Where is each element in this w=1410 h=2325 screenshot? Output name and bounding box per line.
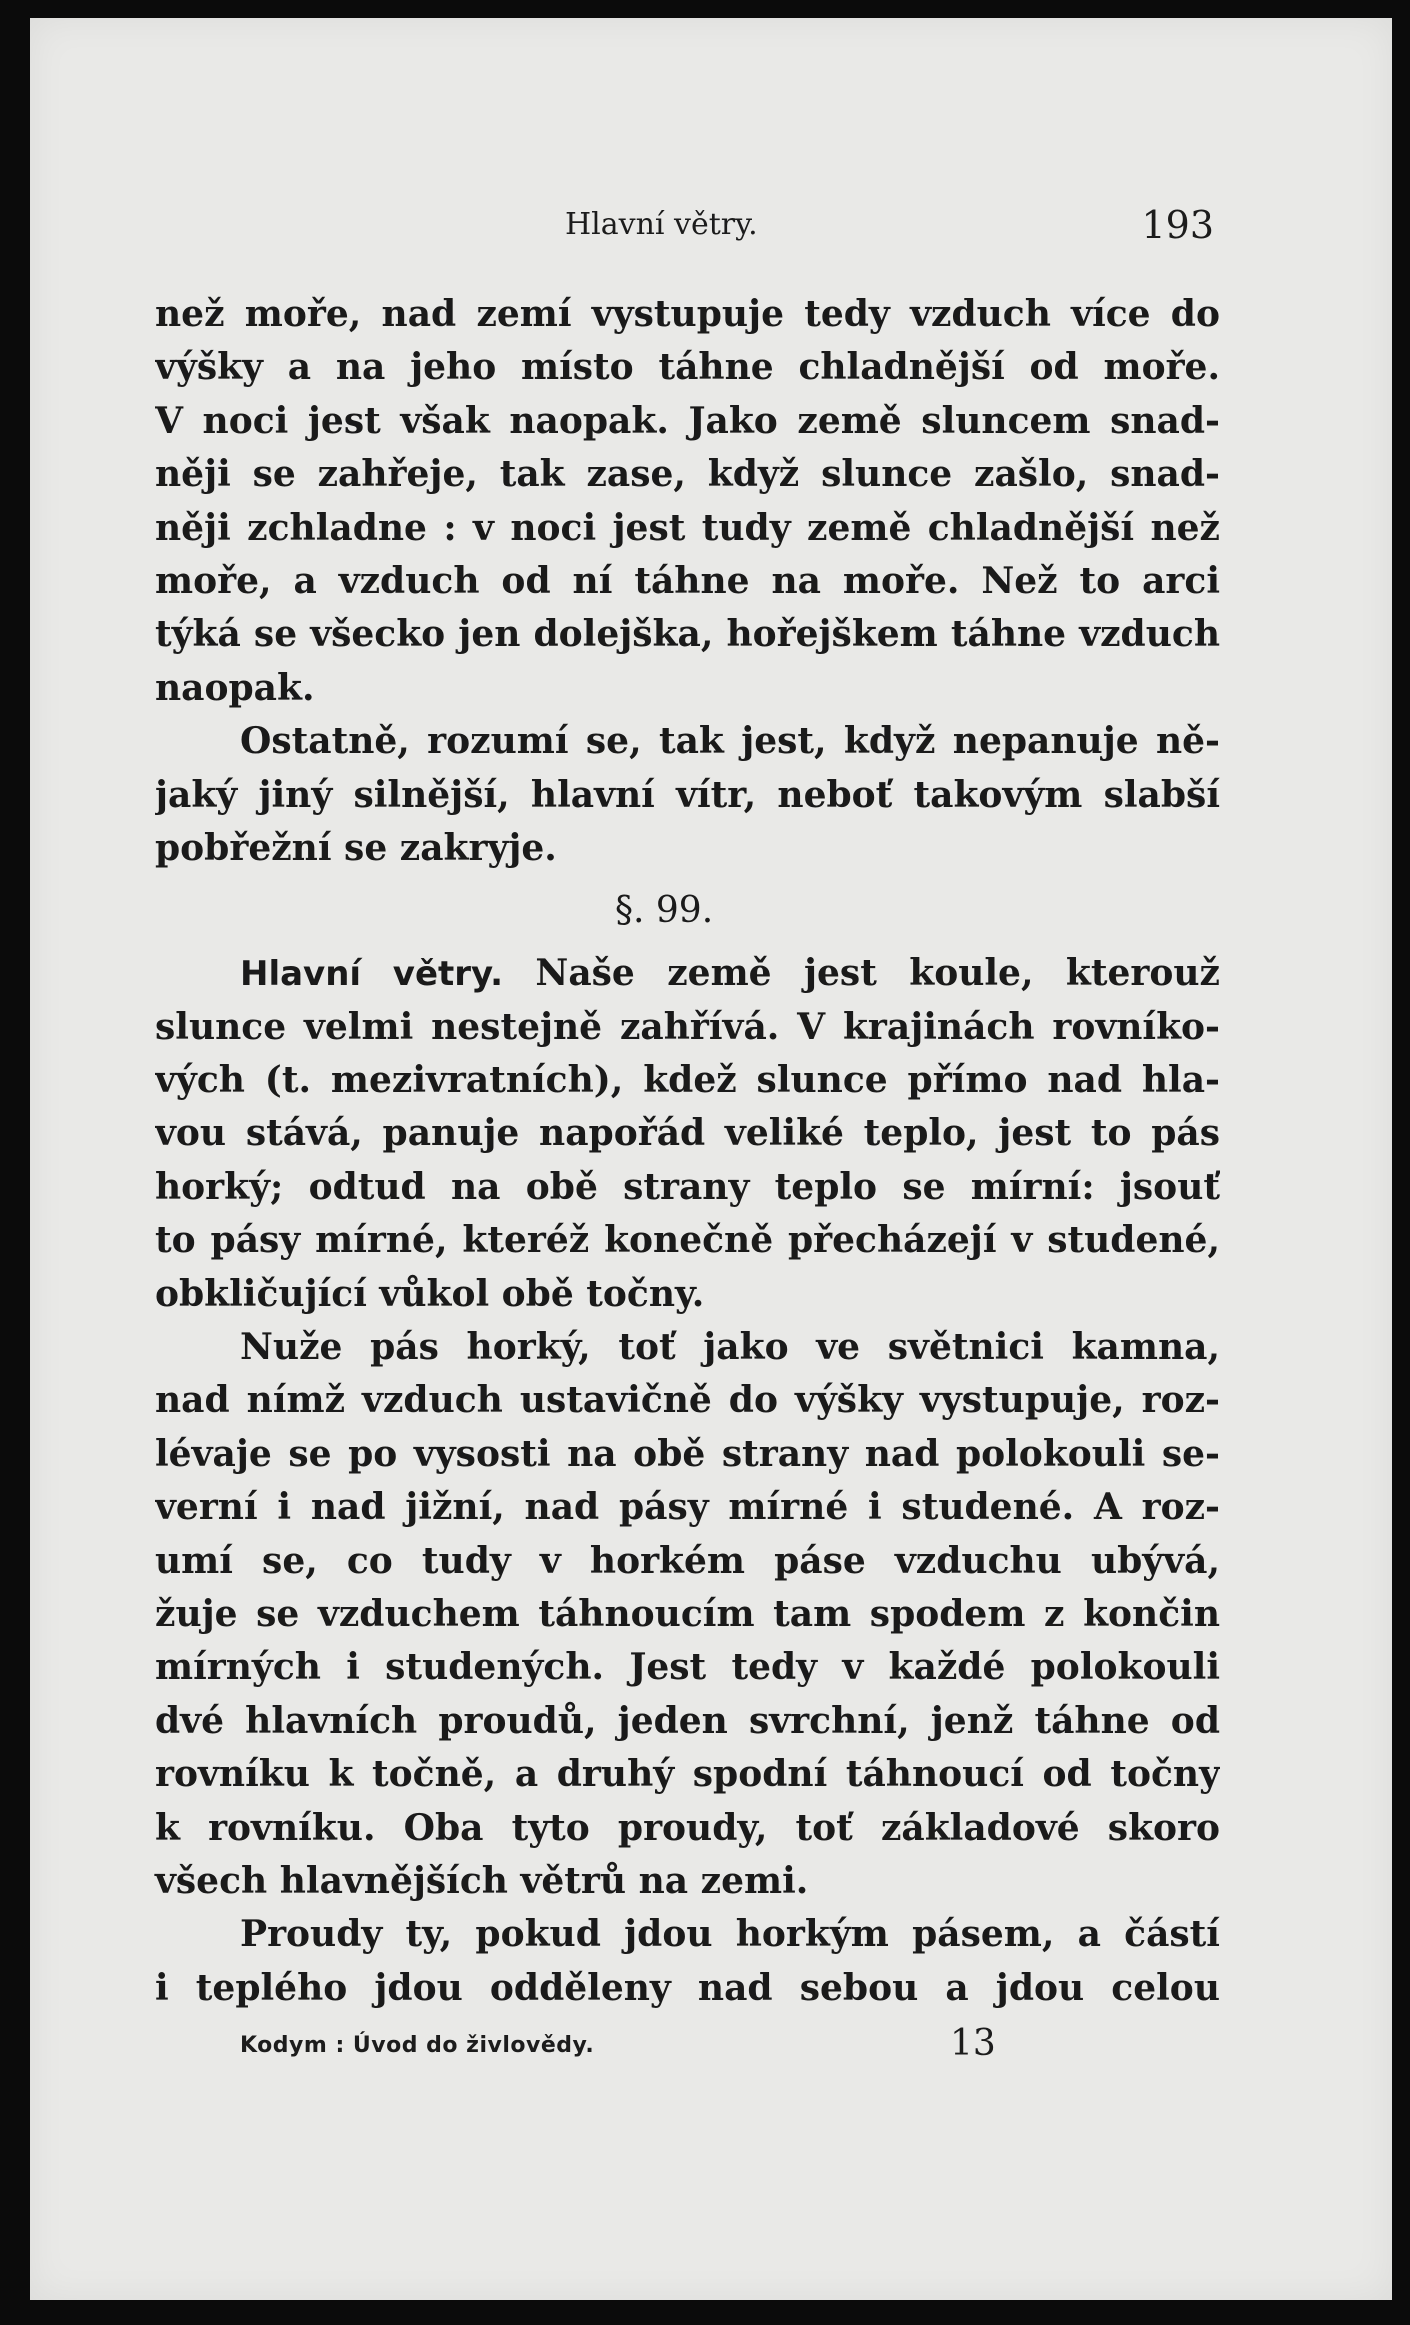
page-header [30,203,1392,253]
text-line: i teplého jdou odděleny nad sebou a jdou celou [155,1966,1220,2009]
text-line: moře, a vzduch od ní táhne na moře. Než to arci [155,559,1220,602]
text-line [155,947,1220,1000]
section-heading: §. 99. [615,890,714,932]
text-line: pobřežní se zakryje. [155,826,557,869]
text-line: naopak. [155,666,315,709]
text-line: než moře, nad zemí vystupuje tedy vzduch více do [155,293,1220,335]
signature-mark: Kodym : Úvod do živlovědy. [240,2033,595,2058]
text-line: něji se zahřeje, tak zase, když slunce zašlo, snad- [155,453,1220,496]
text-line: mírných i studených. Jest tedy v každé polokouli [155,1646,1220,1689]
page-footer [150,2023,1215,2073]
text-line: rovníku k točně, a druhý spodní táhnoucí od točny [155,1753,1220,1796]
text-line: k rovníku. Oba tyto proudy, toť základové skoro [155,1806,1220,1849]
text-line: obkličující vůkol obě točny. [155,1272,705,1315]
text-line: vou stává, panuje napořád veliké teplo, jest to pás [155,1112,1220,1155]
text-line: výšky a na jeho místo táhne chladnější od moře. [155,346,1220,389]
text-line: V noci jest však naopak. Jako země sluncem snad- [155,399,1220,442]
text-line: slunce velmi nestejně zahřívá. V krajinách rovníko- [155,1005,1220,1048]
book-page [30,18,1392,2300]
text-line: to pásy mírné, kteréž konečně přecházejí v studené, [155,1219,1220,1262]
text-line: všech hlavnějších větrů na zemi. [155,1859,809,1902]
text-line: týká se všecko jen dolejška, hořejškem táhne vzduch [155,613,1220,656]
text-line: Proudy ty, pokud jdou horkým pásem, a částí [240,1913,1220,1956]
running-title: Hlavní větry. [565,207,758,242]
sheet-number: 13 [950,2023,996,2064]
text-line: horký; odtud na obě strany teplo se mírní: jsouť [155,1165,1220,1208]
text-line: lévaje se po vysosti na obě strany nad polokouli se- [155,1432,1220,1475]
text-line: vých (t. mezivratních), kdež slunce přímo nad hla- [155,1059,1220,1102]
page-number: 193 [1141,203,1214,247]
paragraph-lead: Hlavní větry. [240,954,503,995]
text-line: žuje se vzduchem táhnoucím tam spodem z končin [155,1592,1220,1635]
text-line: jaký jiný silnější, hlavní vítr, neboť takovým slabší [155,773,1220,816]
body-text [155,288,1220,2015]
text-line: něji zchladne : v noci jest tudy země chladnější než [155,506,1220,549]
text-line: umí se, co tudy v horkém páse vzduchu ubývá, [155,1539,1220,1582]
text-line: nad nímž vzduch ustavičně do výšky vystupuje, roz- [155,1379,1220,1422]
text-fragment: Naše země jest koule, kterouž [503,952,1220,995]
text-line: Ostatně, rozumí se, tak jest, když nepanuje ně- [240,720,1220,763]
text-line: dvé hlavních proudů, jeden svrchní, jenž táhne od [155,1699,1220,1742]
text-line: verní i nad jižní, nad pásy mírné i studené. A roz- [155,1486,1220,1529]
text-line: Nuže pás horký, toť jako ve světnici kamna, [240,1326,1220,1369]
